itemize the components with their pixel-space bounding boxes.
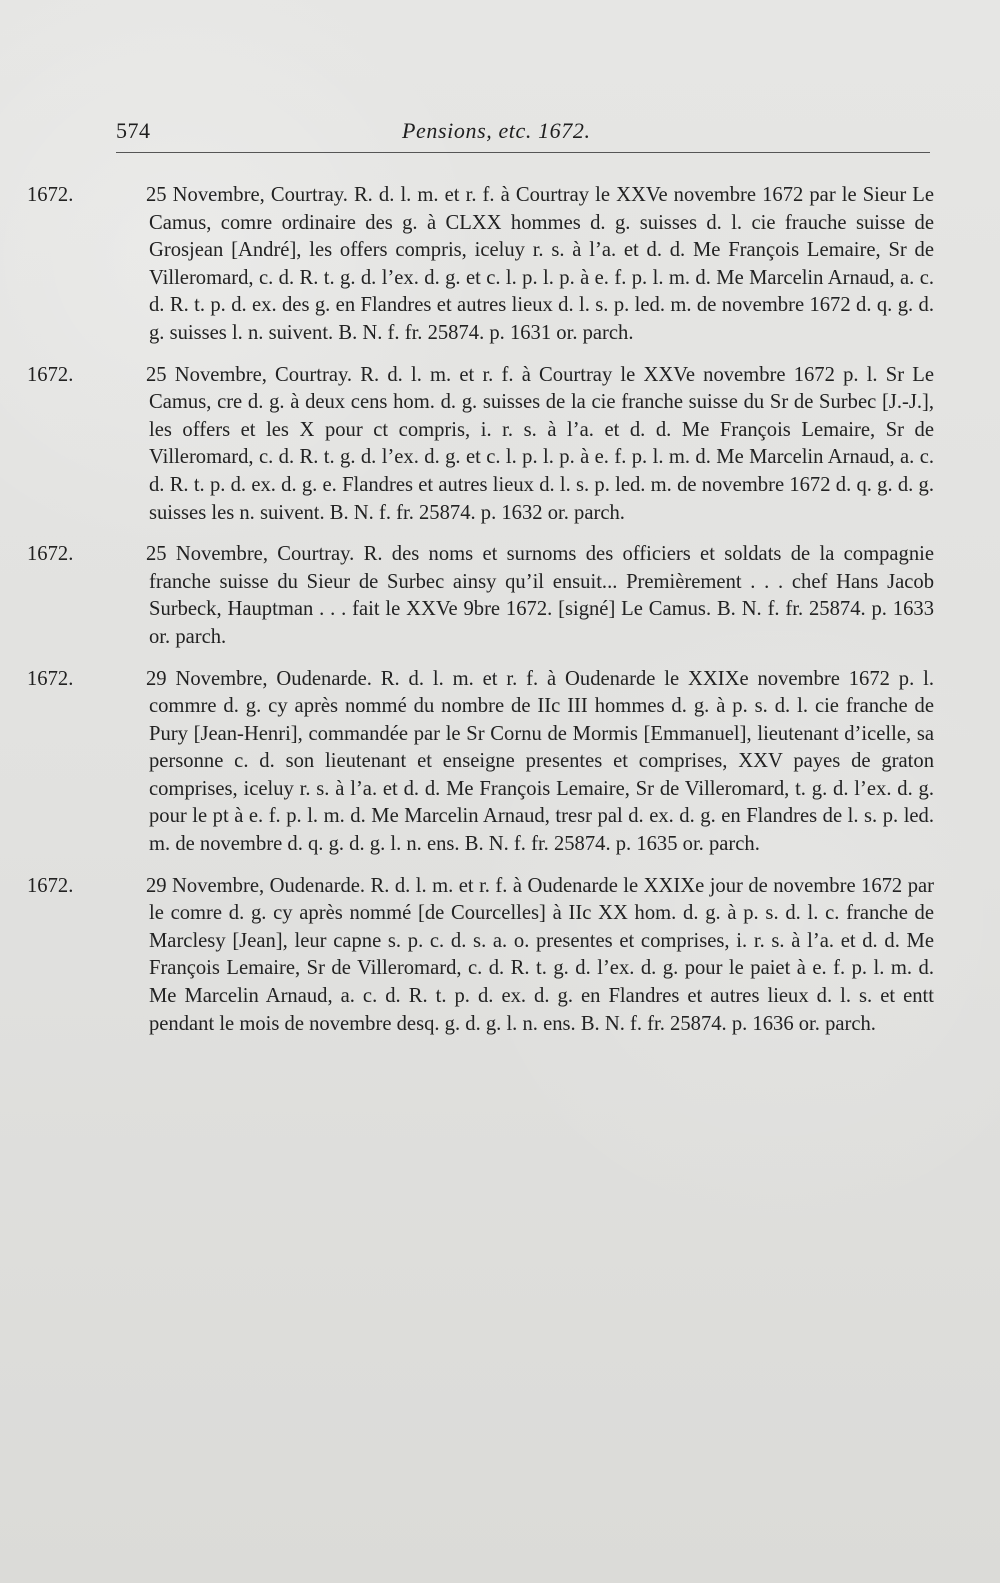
page-number: 574 bbox=[116, 118, 151, 143]
entry-1 bbox=[27, 182, 934, 348]
entry-text: 29 Novembre, Oudenarde. R. d. l. m. et r. f. à Oudenarde le XXIXe jour de novembre 1672 par le comre d. g. cy après nommé [de Courcelles] à IIc XX hom. d. g. à p. s. d. l. c. franche de Marclesy [Jean], leur capne s. p. c. d. s. a. o. presentes et comprises, i. r. s. à l’a. et d. d. Me François Lemaire, Sr de Villeromard, c. d. R. t. g. d. l’ex. d. g. pour le paiet à e. f. p. l. m. d. Me Marcelin Arnaud, a. c. d. R. t. p. d. ex. d. g. en Flandres et autres lieux d. l. s. et entt pendant le mois de novembre desq. g. d. g. l. n. ens. B. N. f. fr. 25874. p. 1636 or. parch. bbox=[146, 874, 934, 1035]
entry-list bbox=[27, 182, 934, 1046]
running-title: Pensions, etc. 1672. bbox=[402, 118, 591, 143]
header-rule bbox=[116, 152, 930, 153]
entry-5 bbox=[27, 873, 934, 1039]
entry-year: 1672. bbox=[27, 543, 74, 566]
entry-text: 25 Novembre, Courtray. R. des noms et surnoms des officiers et soldats de la compagnie franche suisse du Sieur de Surbec ainsy qu’il ensuit... Premièrement . . . chef Hans Jacob Surbeck, Hauptman . . . fait le XXVe 9bre 1672. [signé] Le Camus. B. N. f. fr. 25874. p. 1633 or. parch. bbox=[146, 543, 934, 648]
entry-text: 25 Novembre, Courtray. R. d. l. m. et r. f. à Courtray le XXVe novembre 1672 par le Sieur Le Camus, comre ordinaire des g. à CLXX hommes d. g. suisses d. l. cie frauche suisse de Grosjean [André], les offers compris, iceluy r. s. à l’a. et d. d. Me François Lemaire, Sr de Villeromard, c. d. R. t. g. d. l’ex. d. g. et c. l. p. l. p. à e. f. p. l. m. d. Me Marcelin Arnaud, a. c. d. R. t. p. d. ex. des g. en Flandres et autres lieux d. l. s. p. led. m. de novembre 1672 d. q. g. d. g. suisses l. n. suivent. B. N. f. fr. 25874. p. 1631 or. parch. bbox=[146, 184, 934, 344]
entry-text: 29 Novembre, Oudenarde. R. d. l. m. et r. f. à Oudenarde le XXIXe novembre 1672 p. l. commre d. g. cy après nommé du nombre de IIc III hommes d. g. à p. s. d. l. cie franche de Pury [Jean-Henri], commandée par le Sr Cornu de Mormis [Emmanuel], lieutenant d’icelle, sa personne c. d. son lieutenant et enseigne presentes et comprises, XXV payes de graton comprises, iceluy r. s. à l’a. et d. d. Me François Lemaire, Sr de Villeromard, t. g. d. l’ex. d. g. pour le pt à e. f. p. l. m. d. Me Marcelin Arnaud, tresr pal d. ex. d. g. en Flandres de l. s. p. led. m. de novembre d. q. g. d. g. l. n. ens. B. N. f. fr. 25874. p. 1635 or. parch. bbox=[146, 667, 934, 856]
entry-year: 1672. bbox=[27, 184, 74, 206]
entry-year: 1672. bbox=[27, 667, 74, 690]
entry-3 bbox=[27, 541, 934, 651]
page-header bbox=[116, 114, 930, 148]
entry-2 bbox=[27, 362, 934, 528]
entry-year: 1672. bbox=[27, 363, 74, 386]
entry-year: 1672. bbox=[27, 874, 74, 897]
entry-text: 25 Novembre, Courtray. R. d. l. m. et r. f. à Courtray le XXVe novembre 1672 p. l. Sr Le Camus, cre d. g. à deux cens hom. d. g. suisses de la cie franche suisse du Sr de Surbec [J.-J.], les offers et les X pour ct compris, i. r. s. à l’a. et d. d. Me François Lemaire, Sr de Villeromard, c. d. R. t. g. d. l’ex. d. g. et c. l. p. l. p. à e. f. p. l. m. d. Me Marcelin Arnaud, a. c. d. R. t. p. d. ex. d. g. e. Flandres et autres lieux d. l. s. p. led. m. de novembre 1672 d. q. g. d. g. suisses les n. suivent. B. N. f. fr. 25874. p. 1632 or. parch. bbox=[146, 363, 934, 524]
entry-4 bbox=[27, 666, 934, 859]
